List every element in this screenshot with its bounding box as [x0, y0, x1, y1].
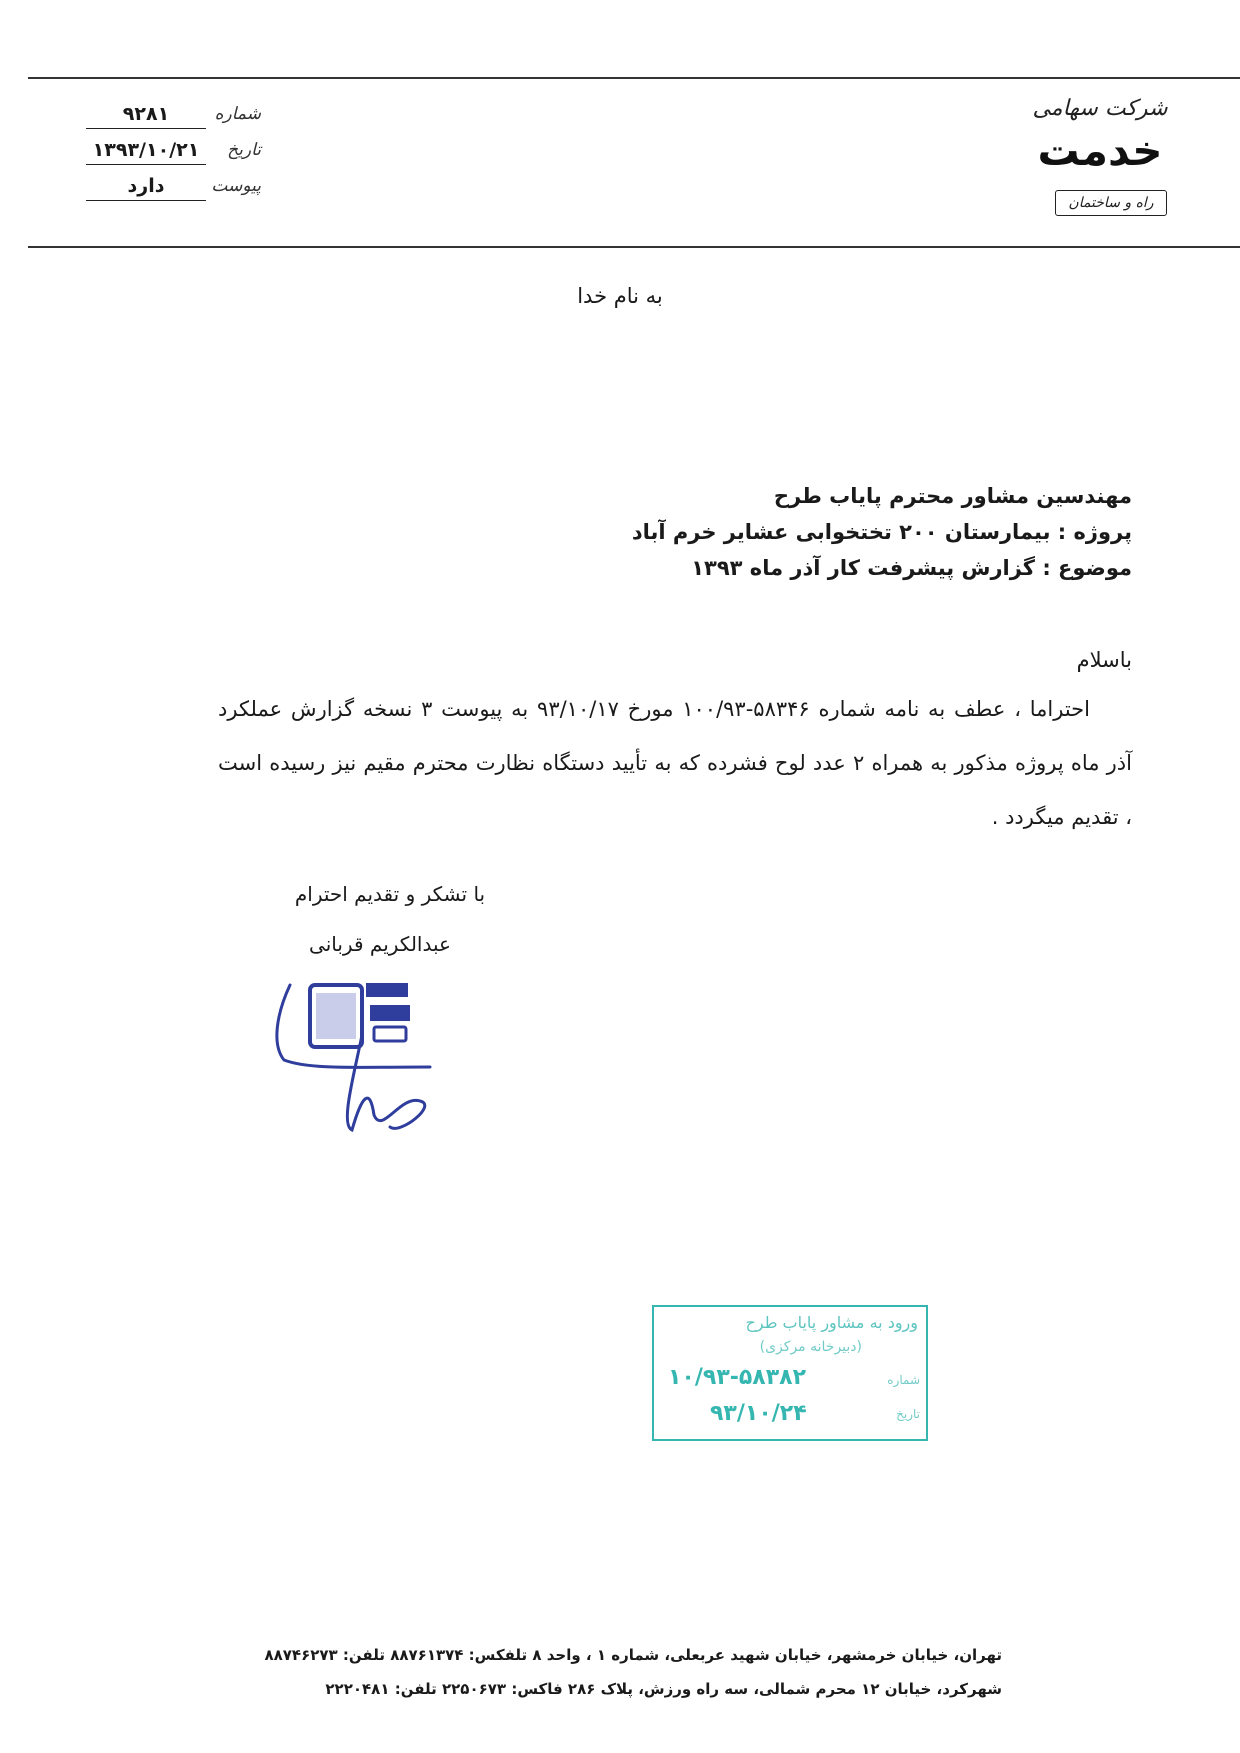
- letter-date: ۱۳۹۳/۱۰/۲۱: [86, 136, 206, 165]
- bismillah: به نام خدا: [577, 284, 663, 308]
- logo-line3: راه و ساختمان: [1055, 190, 1167, 216]
- header-top-rule: [28, 77, 1240, 79]
- logo-wordmark: خدمت: [1037, 126, 1163, 175]
- subject-line: موضوع : گزارش پیشرفت کار آذر ماه ۱۳۹۳: [691, 556, 1132, 580]
- logo-line1: شرکت سهامی: [1032, 96, 1168, 121]
- ref-number: ۹۲۸۱: [86, 100, 206, 129]
- header-bottom-rule: [28, 246, 1240, 248]
- footer-address-tehran: تهران، خیابان خرمشهر، خیابان شهید عربعلی، شماره ۱ ، واحد ۸ تلفکس: ۸۸۷۶۱۳۷۴ تلفن: ۸۸۷۴۶۲۷۳: [264, 1646, 1002, 1664]
- project-line: پروژه : بیمارستان ۲۰۰ تختخوابی عشایر خرم آباد: [631, 520, 1132, 544]
- closing-salutation: با تشکر و تقدیم احترام: [294, 882, 486, 906]
- receipt-stamp: [652, 1305, 928, 1441]
- ref-number-label: شماره: [214, 104, 261, 124]
- signer-name: عبدالکریم قربانی: [309, 932, 451, 956]
- stamp-line2: (دبیرخانه مرکزی): [759, 1339, 862, 1355]
- attachment-row: [86, 172, 261, 208]
- footer-address-shahrekord: شهرکرد، خیابان ۱۲ محرم شمالی، سه راه ورزش، پلاک ۲۸۶ فاکس: ۲۲۵۰۶۷۳ تلفن: ۲۲۲۰۴۸۱: [325, 1680, 1002, 1698]
- stamp-number-label: شماره: [887, 1373, 920, 1387]
- ref-number-row: [86, 100, 261, 136]
- recipient: مهندسین مشاور محترم پایاب طرح: [773, 484, 1132, 508]
- date-label: تاریخ: [227, 140, 261, 160]
- attachment-value: دارد: [86, 172, 206, 201]
- stamp-date-label: تاریخ: [896, 1407, 920, 1421]
- stamp-number: ۱۰/۹۳-۵۸۳۸۲: [668, 1365, 807, 1390]
- attachment-label: پیوست: [211, 176, 261, 196]
- body-paragraph: احتراما ، عطف به نامه شماره ۵۸۳۴۶-۱۰۰/۹۳ مورخ ۹۳/۱۰/۱۷ به پیوست ۳ نسخه گزارش عملکرد آذر ماه پروژه مذکور به همراه ۲ عدد لوح فشرده که به تأیید دستگاه نظارت محترم مقیم نیز رسیده است ، تقدیم میگردد .: [218, 697, 1132, 829]
- date-row: [86, 136, 261, 172]
- stamp-line1: ورود به مشاور پایاب طرح: [745, 1313, 918, 1332]
- stamp-date: ۹۳/۱۰/۲۴: [710, 1401, 807, 1426]
- signature-and-seal: [270, 975, 480, 1150]
- company-logo: [1020, 96, 1180, 224]
- greeting: باسلام: [1076, 648, 1132, 672]
